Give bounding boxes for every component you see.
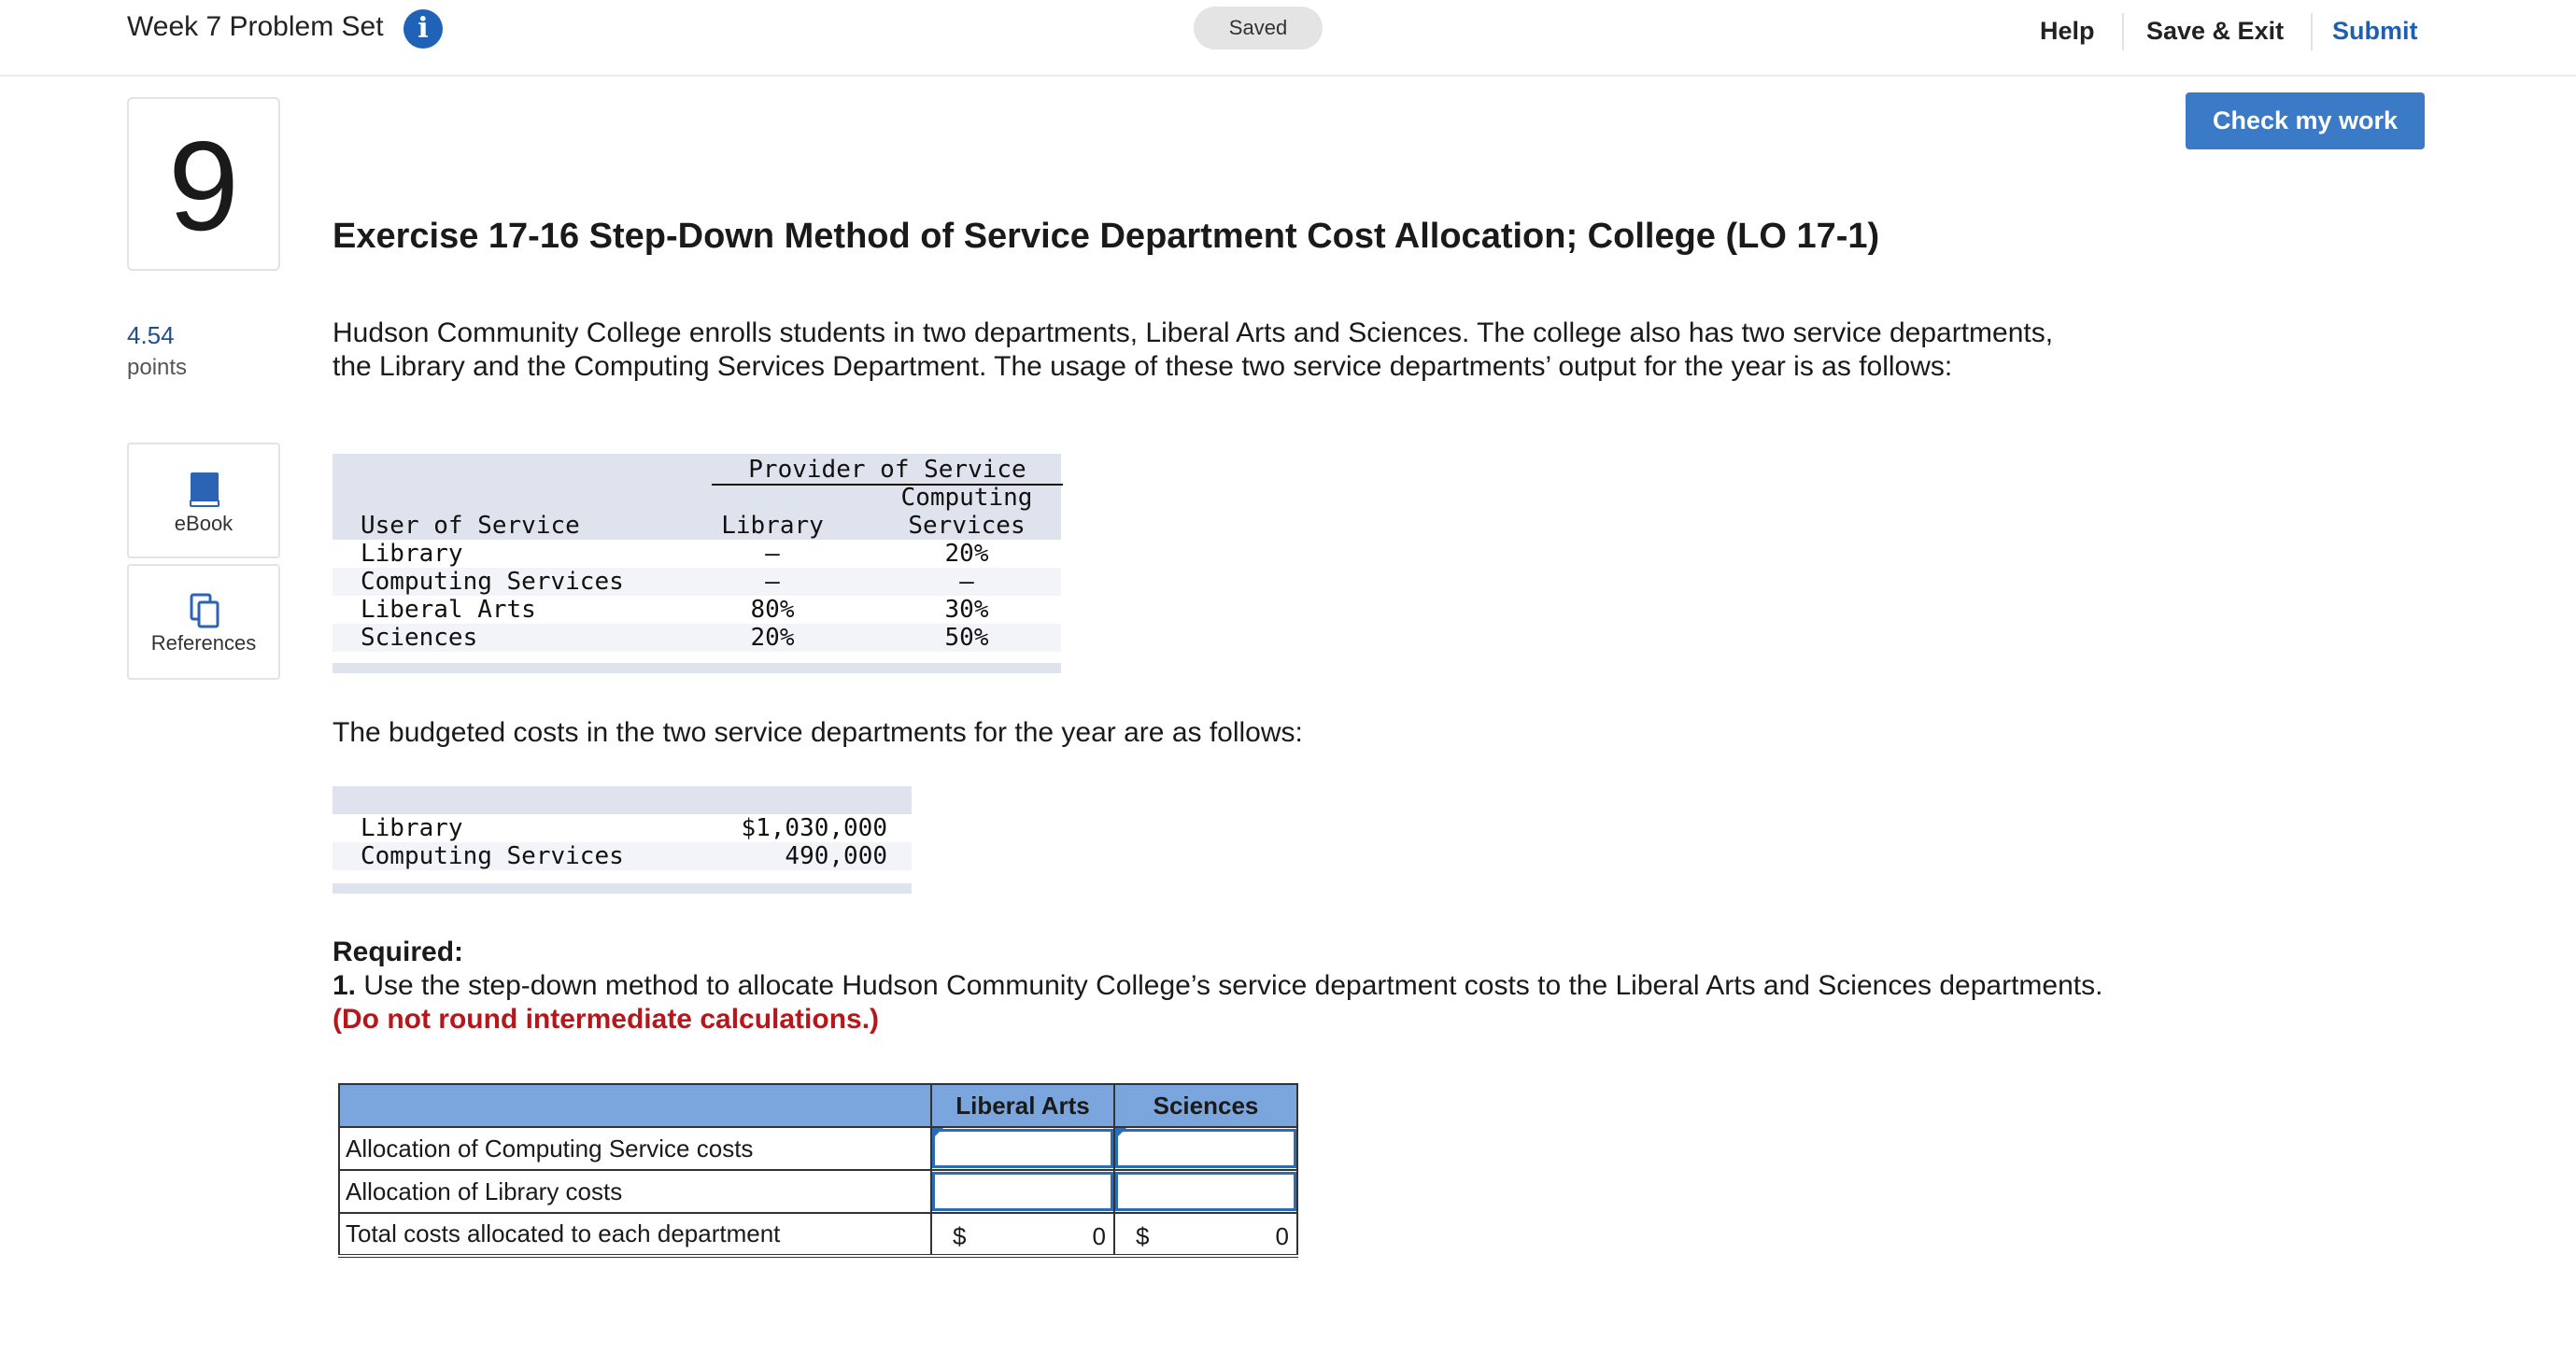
- computing-sciences-input[interactable]: [1115, 1129, 1296, 1168]
- table-row: [333, 596, 1061, 624]
- library-cell: –: [765, 568, 780, 596]
- library-cell: 80%: [750, 596, 795, 624]
- library-sciences-input[interactable]: [1115, 1172, 1296, 1211]
- table-row: [339, 1213, 1297, 1256]
- book-icon: [189, 471, 220, 508]
- references-label: References: [150, 631, 257, 655]
- amount-cell: 490,000: [785, 842, 887, 870]
- usage-table-header: [333, 454, 1061, 540]
- computing-header-line2: Services: [908, 512, 1026, 540]
- save-exit-link[interactable]: Save & Exit: [2146, 17, 2285, 45]
- budget-intro: The budgeted costs in the two service departments for the year are as follows:: [333, 717, 1303, 748]
- library-header: Library: [721, 512, 824, 540]
- budget-table: [333, 786, 912, 894]
- total-liberal-arts-cell: [931, 1213, 1114, 1256]
- currency-symbol: $: [953, 1222, 967, 1250]
- required-number: 1.: [333, 970, 357, 1001]
- table-row: [333, 842, 912, 870]
- provider-header: Provider of Service: [712, 456, 1063, 486]
- info-icon[interactable]: i: [403, 9, 443, 49]
- row-label: Allocation of Library costs: [339, 1170, 931, 1213]
- required-heading: Required:: [333, 937, 464, 967]
- answer-cell: [931, 1170, 1114, 1213]
- answer-header-row: [339, 1084, 1297, 1127]
- question-number: 9: [168, 115, 239, 257]
- ebook-label: eBook: [174, 512, 234, 535]
- flag-marker: [1115, 1128, 1126, 1139]
- dept-cell: Library: [361, 814, 463, 842]
- computing-liberal-arts-input[interactable]: [932, 1129, 1113, 1168]
- question-intro: Hudson Community College enrolls students in two departments, Liberal Arts and Sciences. The college also has two service departments, the Library and the Computing Services Department. The usage of these two service departments’ output for the year is as follows:: [333, 317, 2054, 382]
- rounding-note: (Do not round intermediate calculations.): [333, 1004, 880, 1035]
- row-label: Total costs allocated to each department: [339, 1213, 931, 1256]
- table-row: [333, 540, 1061, 568]
- help-link[interactable]: Help: [2040, 17, 2095, 45]
- total-value: 0: [1275, 1222, 1289, 1250]
- table-footer-bar: [333, 883, 912, 894]
- amount-cell: $1,030,000: [741, 814, 887, 842]
- computing-cell: –: [959, 568, 974, 596]
- question-number-box: [127, 97, 280, 271]
- row-label: Allocation of Computing Service costs: [339, 1127, 931, 1170]
- user-cell: Sciences: [361, 624, 478, 652]
- user-cell: Library: [361, 540, 463, 568]
- computing-header-line1: Computing: [900, 484, 1033, 512]
- table-row: [333, 814, 912, 842]
- answer-cell: [1114, 1170, 1297, 1213]
- user-header: User of Service: [361, 512, 580, 540]
- library-cell: 20%: [750, 624, 795, 652]
- header-blank-cell: [339, 1084, 931, 1127]
- assignment-title: Week 7 Problem Set: [127, 11, 384, 42]
- library-cell: –: [765, 540, 780, 568]
- table-row: [333, 624, 1061, 652]
- computing-cell: 30%: [944, 596, 989, 624]
- points-label: points: [127, 355, 188, 380]
- question-title: Exercise 17-16 Step-Down Method of Service Department Cost Allocation; College (LO 17-1): [333, 217, 1880, 256]
- computing-cell: 50%: [944, 624, 989, 652]
- table-footer-bar: [333, 663, 1061, 673]
- check-my-work-button[interactable]: Check my work: [2186, 92, 2425, 149]
- nav-divider: [2311, 13, 2313, 50]
- table-row: [339, 1170, 1297, 1213]
- dept-cell: Computing Services: [361, 842, 624, 870]
- top-bar: [0, 0, 2576, 77]
- answer-cell: [931, 1127, 1114, 1170]
- answer-cell: [1114, 1127, 1297, 1170]
- liberal-arts-header: Liberal Arts: [931, 1084, 1114, 1127]
- library-liberal-arts-input[interactable]: [932, 1172, 1113, 1211]
- user-cell: Computing Services: [361, 568, 624, 596]
- references-button[interactable]: [127, 564, 280, 680]
- user-cell: Liberal Arts: [361, 596, 536, 624]
- answer-table: [338, 1083, 1298, 1258]
- points-value: 4.54: [127, 321, 175, 349]
- saved-status-badge: Saved: [1194, 7, 1323, 49]
- copy-pages-icon: [189, 592, 220, 629]
- currency-symbol: $: [1136, 1222, 1150, 1250]
- usage-table: [333, 454, 1061, 673]
- total-sciences-cell: [1114, 1213, 1297, 1256]
- total-value: 0: [1092, 1222, 1106, 1250]
- computing-cell: 20%: [944, 540, 989, 568]
- required-section: [333, 936, 2107, 1036]
- table-row: [339, 1127, 1297, 1170]
- sciences-header: Sciences: [1114, 1084, 1297, 1127]
- table-row: [333, 568, 1061, 596]
- submit-link[interactable]: Submit: [2332, 17, 2418, 45]
- required-instruction: [333, 969, 2107, 1036]
- ebook-button[interactable]: [127, 443, 280, 558]
- nav-divider: [2122, 13, 2124, 50]
- budget-table-header: [333, 786, 912, 814]
- flag-marker: [932, 1128, 943, 1139]
- required-text: Use the step-down method to allocate Hudson Community College’s service department costs to the Liberal Arts and Sciences departments.: [363, 970, 2103, 1001]
